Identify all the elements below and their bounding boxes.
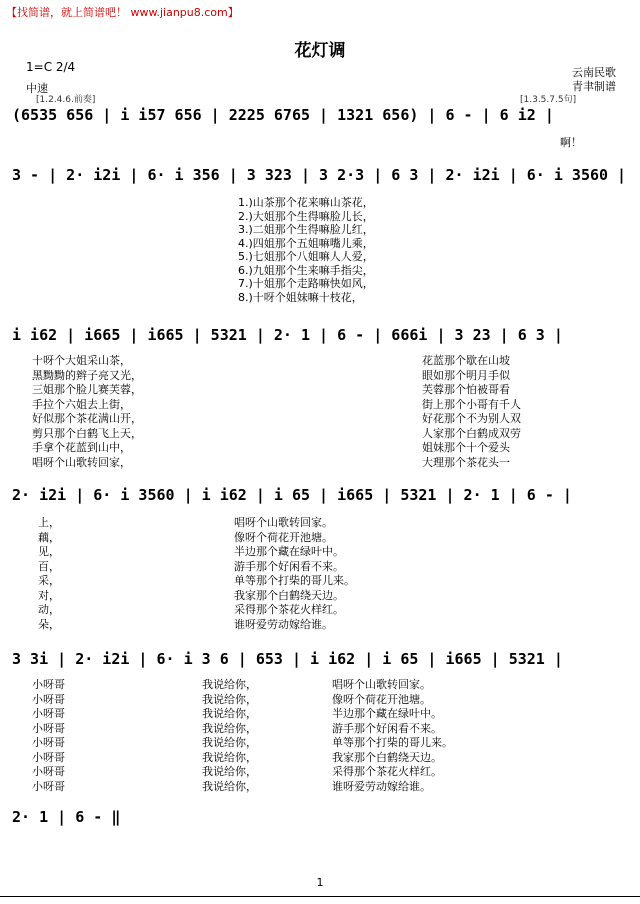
lyric-line: 6.)九姐那个生来嘛手指尖，	[238, 263, 374, 277]
lyric-row	[32, 707, 632, 722]
lyric-line: 5.)七姐那个八姐嘛人人爱，	[238, 250, 374, 263]
lyric-line: 好花那个不为别人双	[422, 412, 521, 425]
notation-line: 3 3i | 2· i2i | 6· i 3 6 | 653 | i i62 | i 65 | i665 | 5321 |	[12, 650, 563, 668]
lyric-row	[32, 693, 632, 708]
lyric-line: 我家那个白鹤绕天边。	[234, 588, 344, 602]
notation-line: i i62 | i665 | i665 | 5321 | 2· 1 | 6 - | 666i | 3 23 | 6 3 |	[12, 326, 563, 344]
lyric-line: 唱呀个山歌转回家，	[32, 455, 131, 469]
lyric-row	[32, 751, 632, 766]
lyric-line: 1.)山茶那个花来嘛山茶花，	[238, 196, 374, 209]
site-banner: 【找简谱，就上简谱吧！ www.jianpu8.com】	[6, 6, 239, 19]
lyric-row	[32, 722, 632, 737]
lyric-call: 小呀哥	[32, 692, 65, 706]
lyric-line: 唱呀个山歌转回家。	[234, 516, 333, 529]
lyric-line: 十呀个大姐采山茶，	[32, 354, 131, 367]
lyric-call: 小呀哥	[32, 736, 65, 749]
lyric-call: 小呀哥	[32, 678, 65, 691]
lyric-row	[32, 736, 632, 751]
lyric-line: 对，	[38, 588, 60, 602]
lyric-line: 街上那个小哥有千人	[422, 397, 521, 411]
lyrics-block-c-left	[38, 516, 98, 632]
lyric-line: 单等那个打柴的哥儿来。	[234, 574, 355, 587]
notation-line: (6535 656 | i i57 656 | 2225 6765 | 1321 656) | 6 - | 6 i2 |	[12, 106, 554, 124]
page-number: 1	[316, 876, 324, 889]
lyric-line: 谁呀爱劳动嫁给谁。	[234, 617, 333, 631]
lyric-line: 花蓝那个歇在山坡	[422, 354, 510, 367]
lyric-end: 我家那个白鹤绕天边。	[332, 750, 442, 764]
lyric-line: 剪只那个白鹤飞上天，	[32, 426, 142, 440]
lyric-end: 像呀个荷花开池塘。	[332, 692, 431, 706]
lyric-line: 大理那个茶花头一	[422, 455, 510, 469]
song-origin	[572, 66, 616, 94]
lyric-line: 采，	[38, 574, 60, 587]
lyric-call: 小呀哥	[32, 750, 65, 764]
notation-line: 2· 1 | 6 - ‖	[12, 808, 121, 826]
lyric-line: 朵，	[38, 617, 60, 631]
lyric-row	[32, 780, 632, 795]
lyric-line: 见，	[38, 545, 60, 558]
lyric-line: 7.)十姐那个走路嘛快如风，	[238, 277, 374, 290]
lyric-row	[32, 765, 632, 780]
lyric-mid: 我说给你，	[202, 678, 257, 691]
lyric-line: 手拉个六姐去上街，	[32, 397, 131, 411]
lyric-end: 单等那个打柴的哥儿来。	[332, 736, 453, 749]
lyrics-block-a	[238, 196, 498, 304]
lyric-line: 游手那个好闲看不来。	[234, 559, 344, 573]
lyric-call: 小呀哥	[32, 765, 65, 778]
lyric-end: 谁呀爱劳动嫁给谁。	[332, 779, 431, 793]
lyric-line: 人家那个白鹤成双劳	[422, 426, 521, 440]
lyric-end: 采得那个茶花火样红。	[332, 765, 442, 778]
lyric-line: 采得那个茶花火样红。	[234, 603, 344, 616]
lyric-line: 眼如那个明月手似	[422, 368, 510, 382]
lyric-line: 上，	[38, 516, 60, 529]
lyric-end: 唱呀个山歌转回家。	[332, 678, 431, 691]
lyric-line: 8.)十呀个姐妹嘛十枝花，	[238, 290, 363, 304]
lyric-line: 半边那个藏在绿叶中。	[234, 545, 344, 558]
lyric-mid: 我说给你，	[202, 692, 257, 706]
lyric-line: 手拿个花蓝到山中，	[32, 441, 131, 454]
lyric-mid: 我说给你，	[202, 707, 257, 720]
exclamation-lyric: 啊！	[560, 136, 582, 149]
origin-label: 云南民歌	[572, 66, 616, 79]
lyric-line: 动，	[38, 603, 60, 616]
lyric-line: 好似那个茶花满山开，	[32, 412, 142, 425]
arranger-label: 青聿制谱	[572, 80, 616, 93]
lyric-mid: 我说给你，	[202, 721, 257, 735]
song-title: 花灯调	[294, 41, 346, 61]
lyric-call: 小呀哥	[32, 707, 65, 720]
lyric-line: 3.)二姐那个生得嘛脸儿红，	[238, 223, 374, 236]
lyric-mid: 我说给你，	[202, 750, 257, 764]
intro-note: [1.2.4.6.前奏]	[36, 95, 96, 105]
lyric-line: 三姐那个脸儿赛芙蓉，	[32, 383, 142, 396]
lyrics-block-b-right	[422, 354, 622, 470]
lyric-mid: 我说给你，	[202, 765, 257, 778]
lyric-line: 2.)大姐那个生得嘛脸儿长，	[238, 209, 374, 223]
lyric-mid: 我说给你，	[202, 779, 257, 793]
interlude-note: [1.3.5.7.5句]	[520, 95, 577, 105]
lyric-line: 黑黝黝的辫子亮又光，	[32, 368, 142, 382]
lyric-line: 百，	[38, 559, 60, 573]
key-signature: 1=C 2/4	[26, 60, 76, 74]
lyric-line: 藕，	[38, 530, 60, 544]
lyric-line: 姐妹那个十个爱头	[422, 441, 510, 454]
lyric-line: 芙蓉那个怕被哥看	[422, 383, 510, 396]
lyric-line: 像呀个荷花开池塘。	[234, 530, 333, 544]
lyric-call: 小呀哥	[32, 779, 65, 793]
notation-line: 2· i2i | 6· i 3560 | i i62 | i 65 | i665 | 5321 | 2· 1 | 6 - |	[12, 486, 572, 504]
lyric-line: 4.)四姐那个五姐嘛嘴儿乘，	[238, 236, 374, 250]
lyric-end: 半边那个藏在绿叶中。	[332, 707, 442, 720]
lyrics-block-d	[32, 678, 632, 794]
lyric-mid: 我说给你，	[202, 736, 257, 749]
tempo-marking: 中速	[26, 82, 48, 95]
lyric-row	[32, 678, 632, 693]
lyrics-block-b-left	[32, 354, 332, 470]
lyrics-block-c-right	[234, 516, 524, 632]
lyric-end: 游手那个好闲看不来。	[332, 721, 442, 735]
notation-line: 3 - | 2· i2i | 6· i 356 | 3 323 | 3 2·3 | 6 3 | 2· i2i | 6· i 3560 |	[12, 166, 627, 184]
page-bottom-rule	[0, 896, 640, 897]
lyric-call: 小呀哥	[32, 721, 65, 735]
